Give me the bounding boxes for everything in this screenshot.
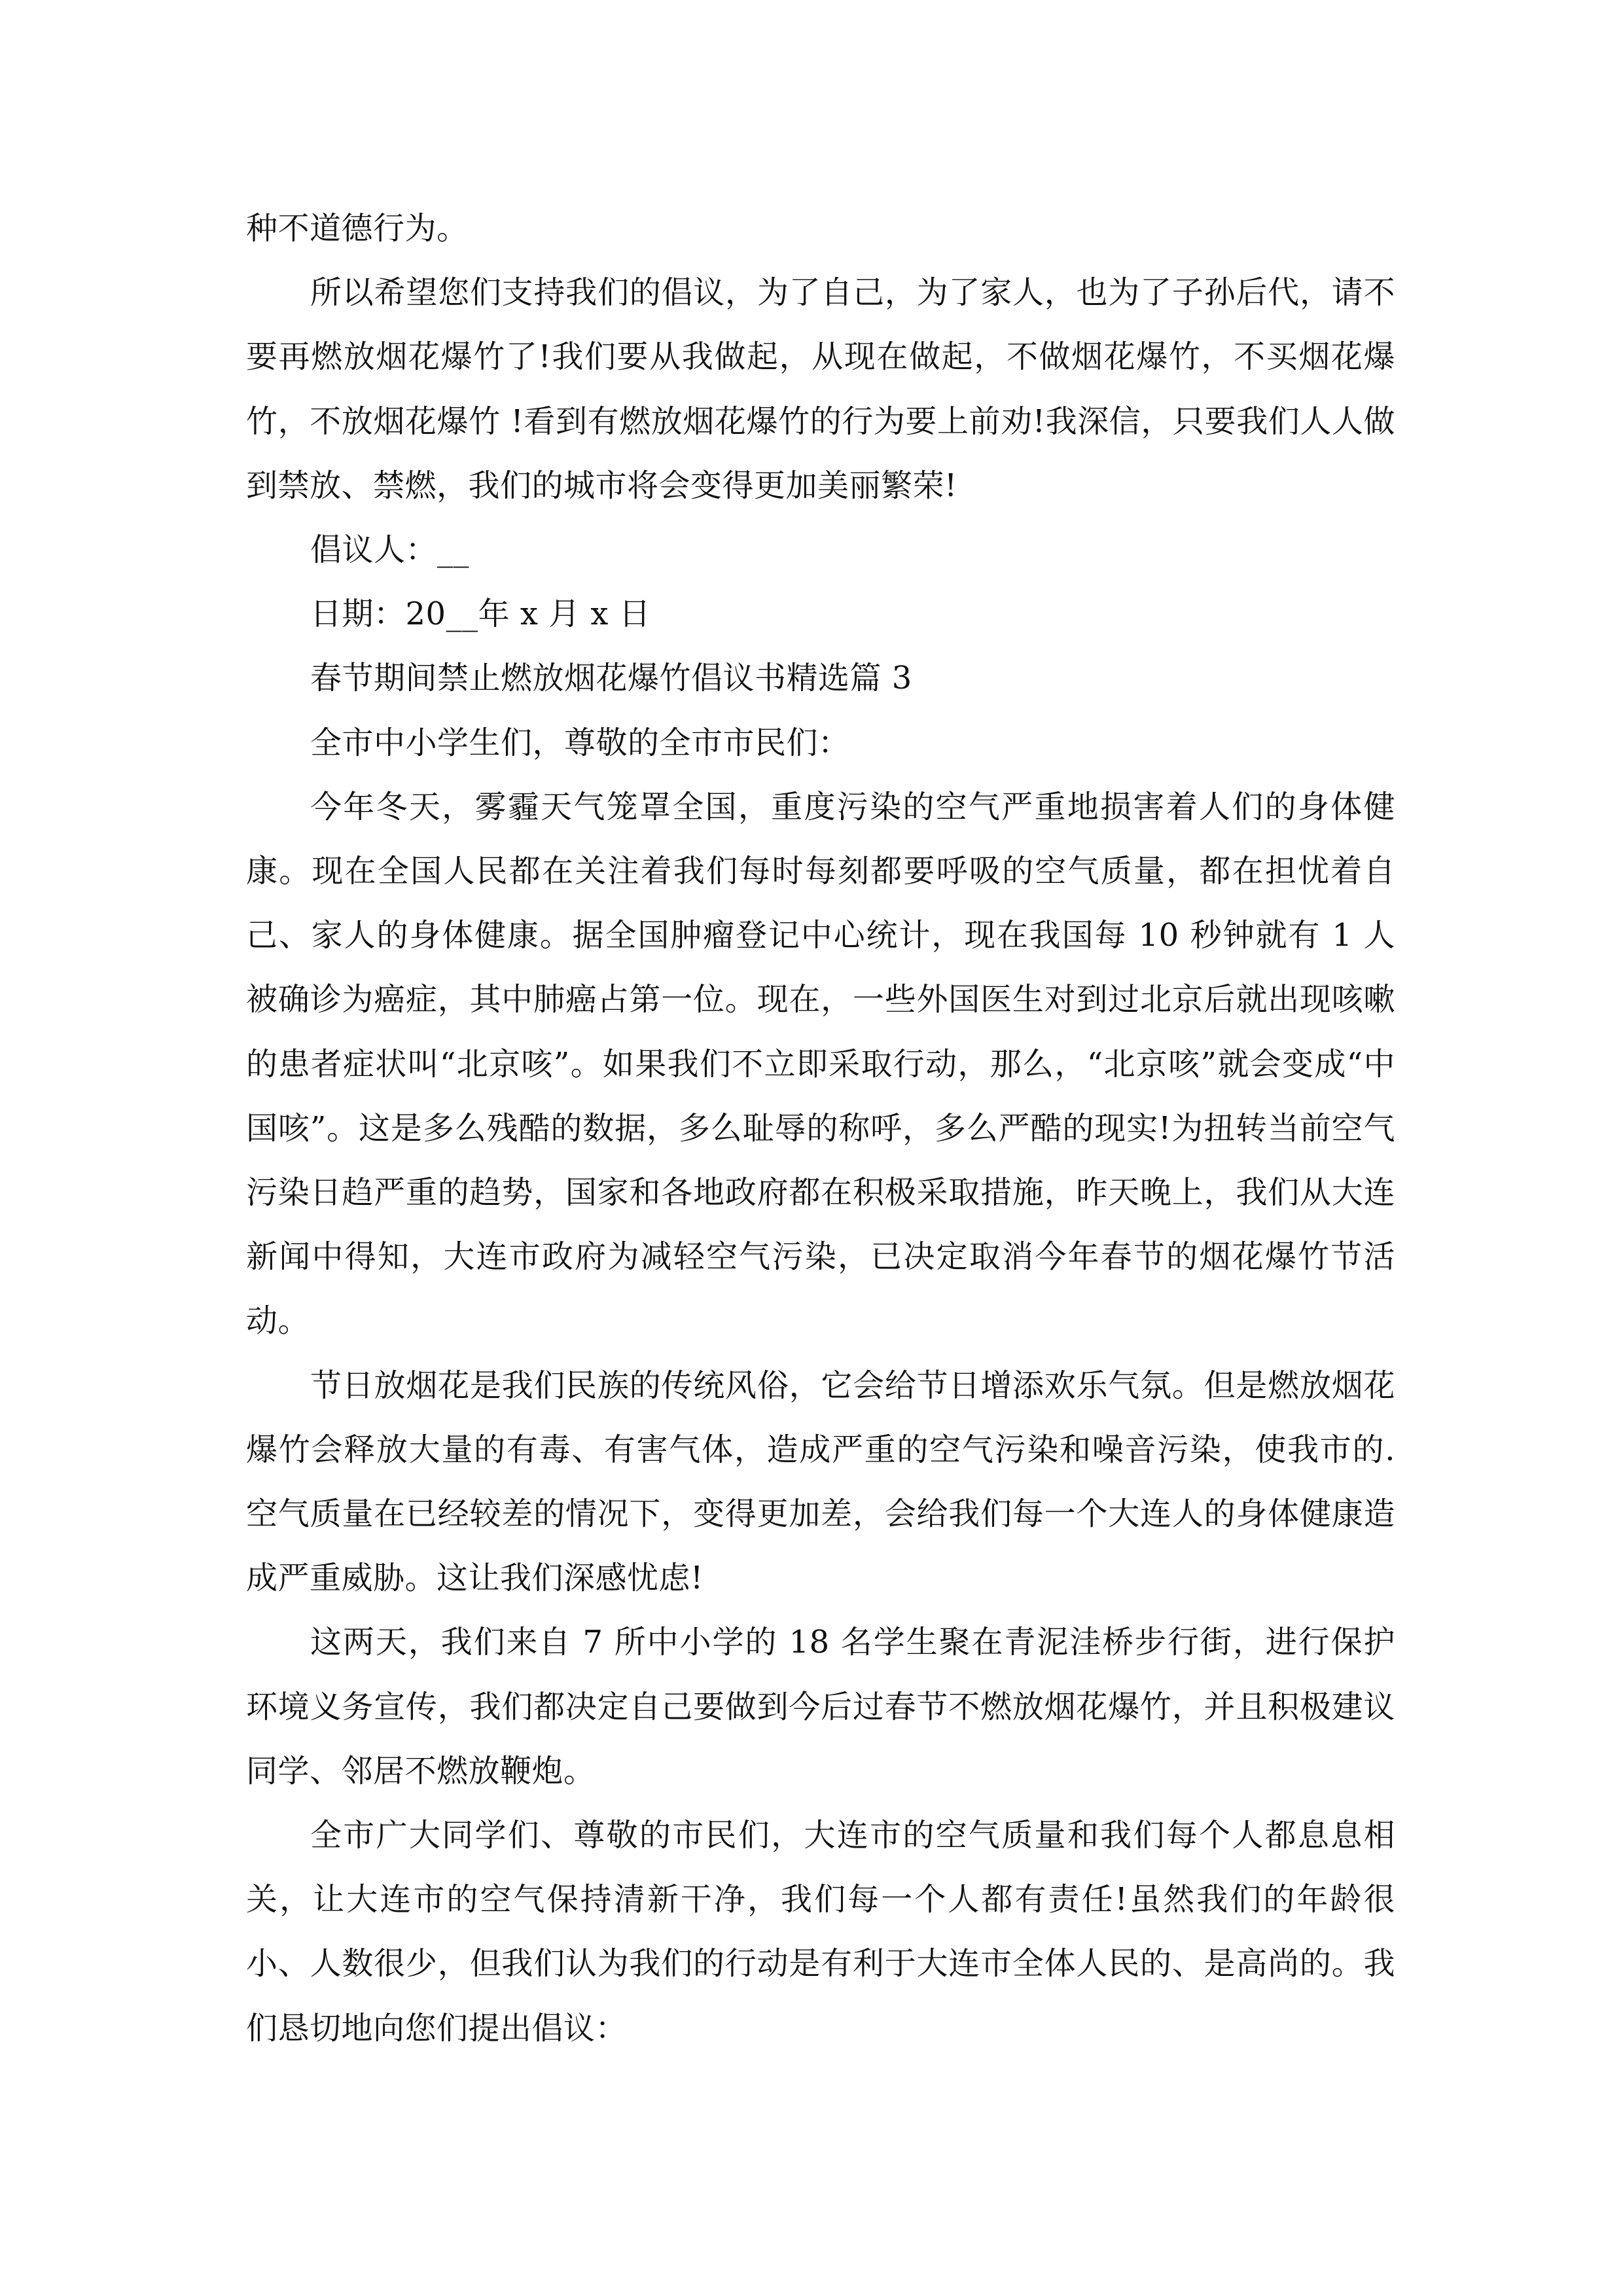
- initiator-line: 倡议人：__: [310, 531, 470, 569]
- paragraph-2: 所以希望您们支持我们的倡议，为了自己，为了家人，也为了子孙后代，请不要再燃放烟花爆竹了!我们要从我做起，从现在做起，不做烟花爆竹，不买烟花爆竹，不放烟花爆竹 !看到有燃放烟花爆竹的行为要上前劝!我深信，只要我们人人做到禁放、禁燃，我们的城市将会变得更加美丽繁荣!: [246, 274, 1395, 504]
- paragraph-7: 今年冬天，雾霾天气笼罩全国，重度污染的空气严重地损害着人们的身体健康。现在全国人民都在关注着我们每时每刻都要呼吸的空气质量，都在担忧着自己、家人的身体健康。据全国肿瘤登记中心统计，现在我国每 10 秒钟就有 1 人被确诊为癌症，其中肺癌占第一位。现在，一些外国医生对到过北京后就出现咳嗽的患者症状叫“北京咳”。如果我们不立即采取行动，那么，“北京咳”就会变成“中国咳”。这是多么残酷的数据，多么耻辱的称呼，多么严酷的现实!为扭转当前空气污染日趋严重的趋势，国家和各地政府都在积极采取措施，昨天晚上，我们从大连新闻中得知，大连市政府为减轻空气污染，已决定取消今年春节的烟花爆竹节活动。: [246, 788, 1395, 1340]
- salutation: 全市中小学生们，尊敬的全市市民们：: [310, 724, 850, 761]
- paragraph-9: 这两天，我们来自 7 所中小学的 18 名学生聚在青泥洼桥步行街，进行保护环境义务宣传，我们都决定自己要做到今后过春节不燃放烟花爆竹，并且积极建议同学、邻居不燃放鞭炮。: [246, 1624, 1395, 1789]
- paragraph-10: 全市广大同学们、尊敬的市民们，大连市的空气质量和我们每个人都息息相关，让大连市的空气保持清新干净，我们每一个人都有责任!虽然我们的年龄很小、人数很少，但我们认为我们的行动是有利于大连市全体人民的、是高尚的。我们恳切地向您们提出倡议：: [246, 1817, 1395, 2047]
- document-body: [246, 196, 1395, 2060]
- section-title: 春节期间禁止燃放烟花爆竹倡议书精选篇 3: [310, 660, 912, 697]
- paragraph-1: 种不道德行为。: [246, 210, 469, 247]
- paragraph-8: 节日放烟花是我们民族的传统风俗，它会给节日增添欢乐气氛。但是燃放烟花爆竹会释放大量的有毒、有害气体，造成严重的空气污染和噪音污染，使我市的.空气质量在已经较差的情况下，变得更加差，会给我们每一个大连人的身体健康造成严重威胁。这让我们深感忧虑!: [246, 1367, 1395, 1597]
- date-line: 日期：20__年 x 月 x 日: [310, 596, 651, 633]
